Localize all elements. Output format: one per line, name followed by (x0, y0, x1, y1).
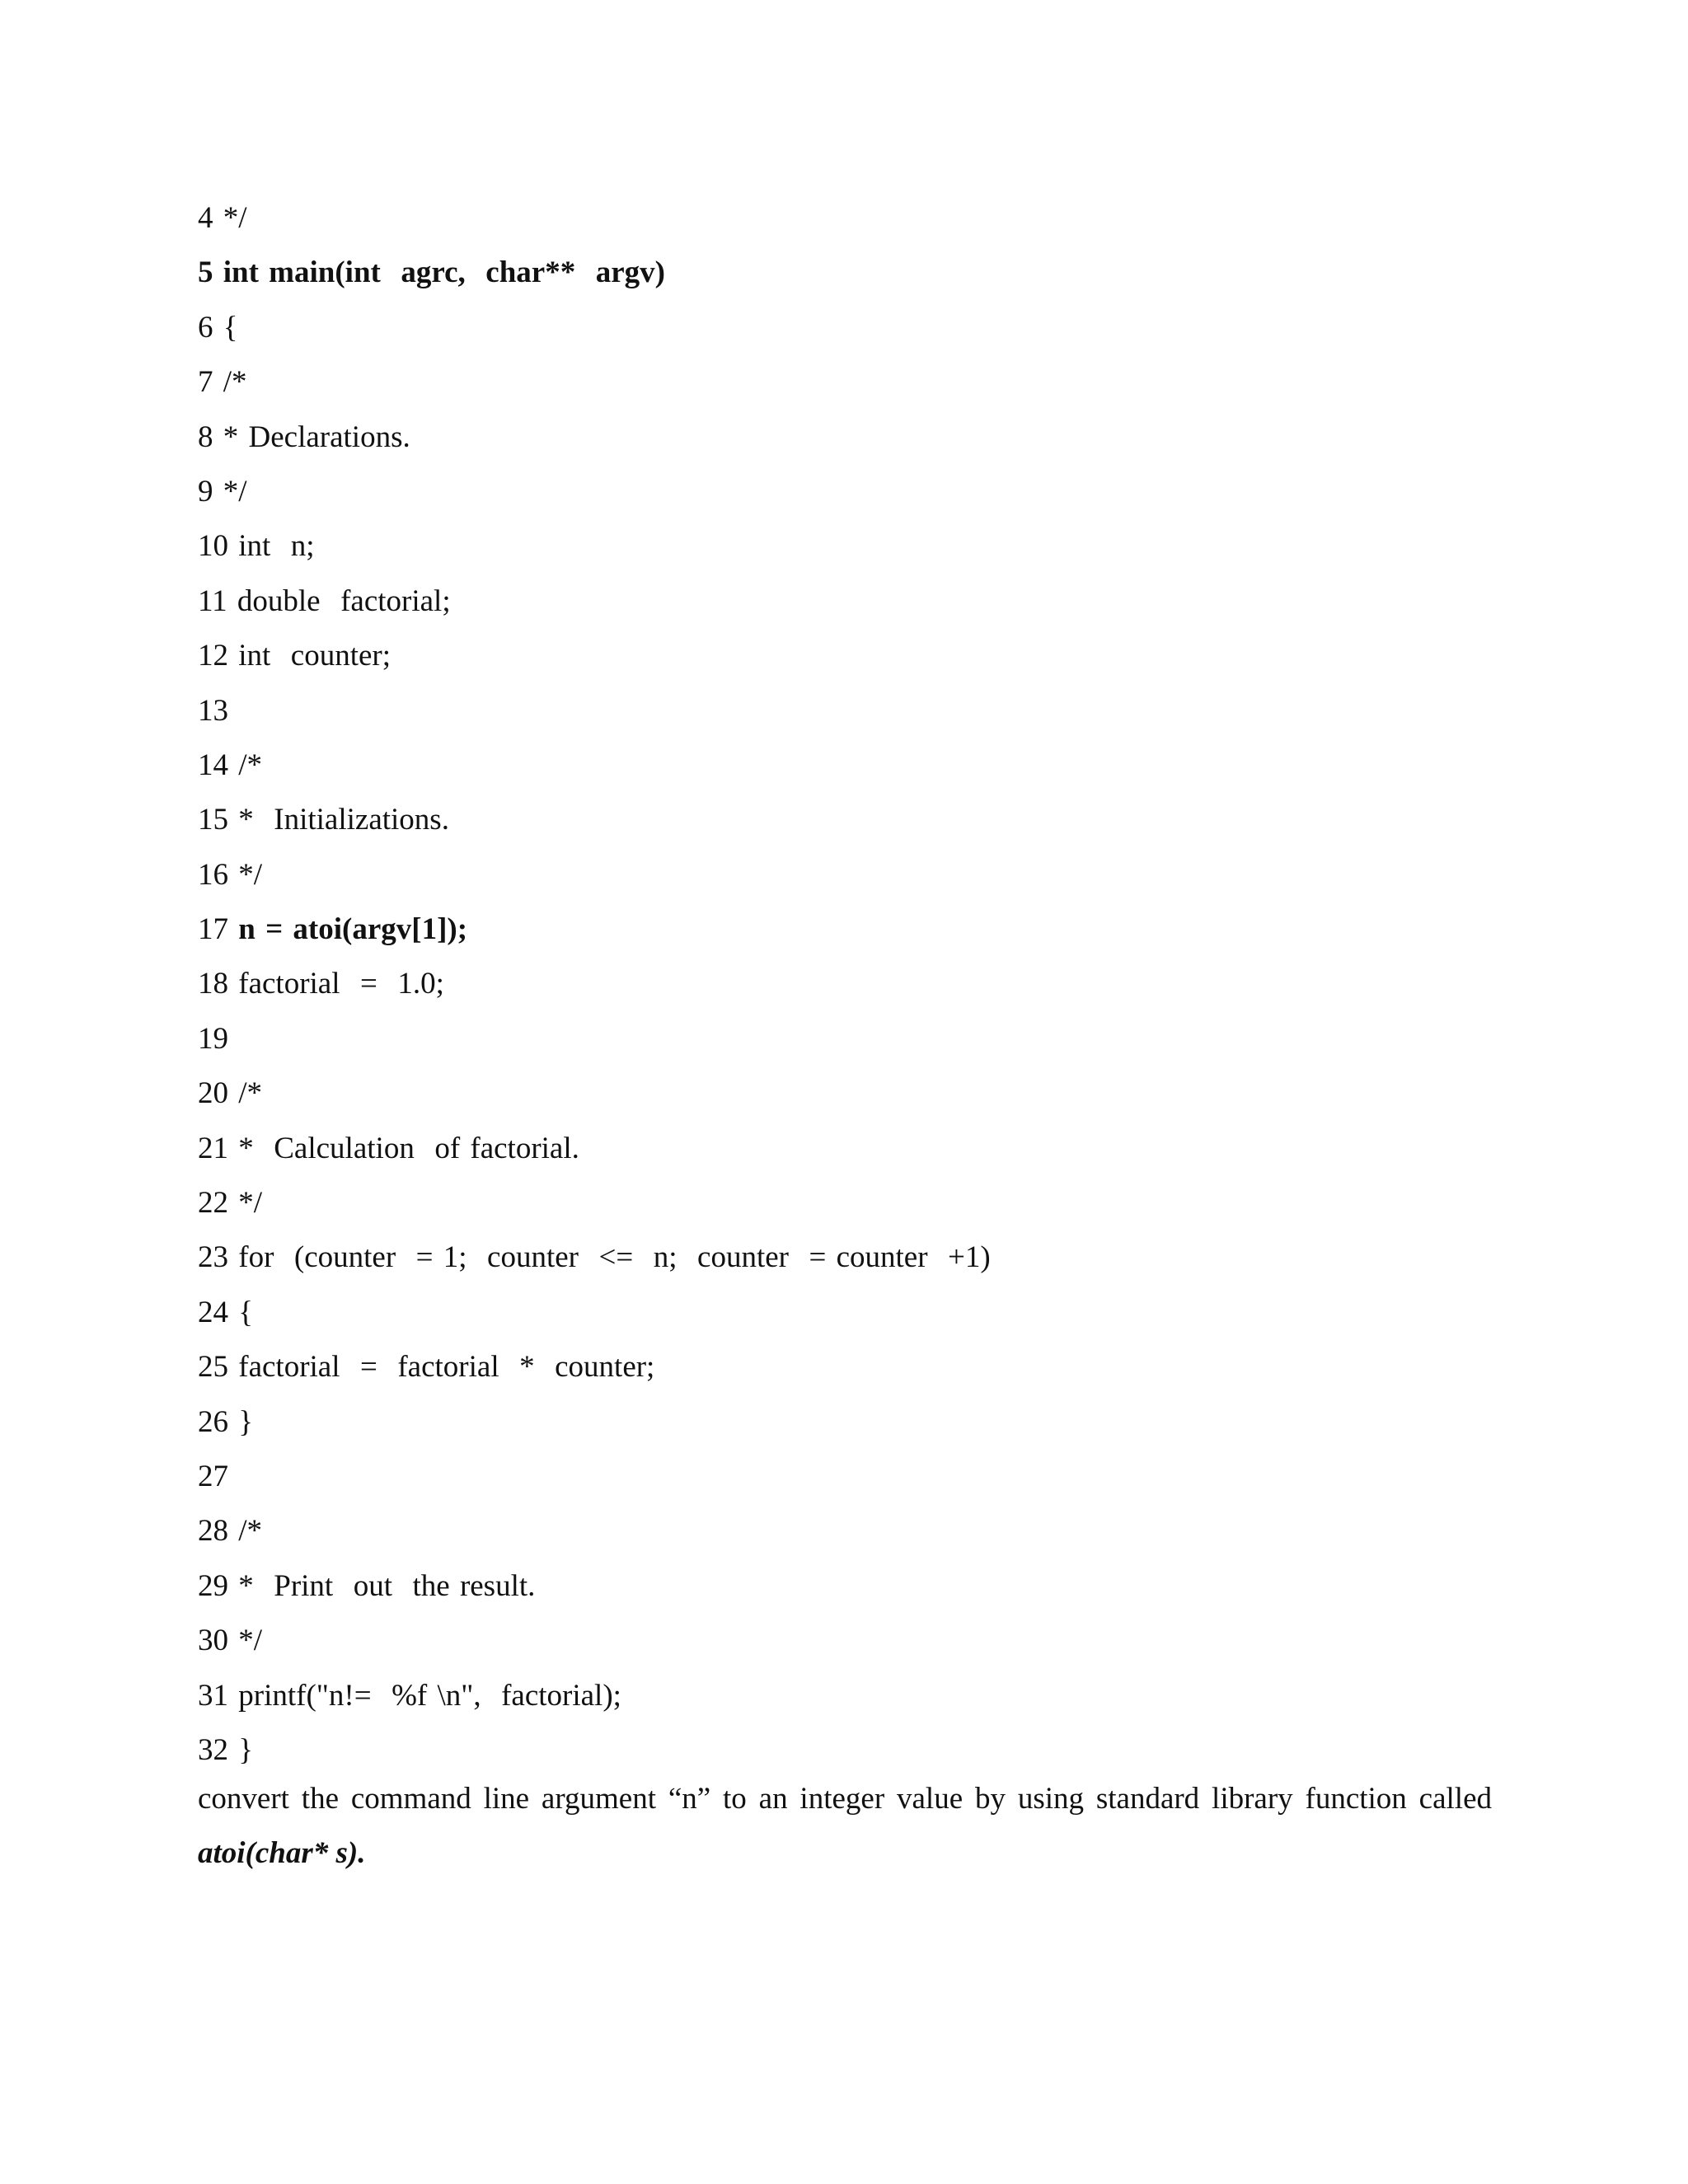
line-number: 22 (198, 1186, 228, 1221)
code-line-17 (198, 902, 1484, 957)
line-number: 27 (198, 1459, 228, 1493)
line-code: } (238, 1732, 254, 1767)
code-listing (198, 191, 1484, 1778)
code-line-4 (198, 191, 1484, 246)
code-line-9 (198, 465, 1484, 519)
line-code: */ (223, 474, 247, 509)
code-line-14 (198, 738, 1484, 793)
function-reference: atoi(char* s). (198, 1836, 366, 1870)
line-code: * Declarations. (223, 419, 410, 454)
line-code: */ (223, 201, 247, 235)
line-number: 26 (198, 1404, 228, 1439)
line-number: 7 (198, 365, 213, 400)
line-number: 20 (198, 1076, 228, 1111)
line-number: 17 (198, 912, 228, 947)
line-code: factorial = factorial * counter; (238, 1350, 655, 1385)
code-line-25 (198, 1340, 1484, 1394)
line-code: */ (238, 1624, 263, 1658)
code-line-31 (198, 1669, 1484, 1723)
code-line-22 (198, 1176, 1484, 1230)
code-line-19 (198, 1012, 1484, 1066)
line-number: 30 (198, 1624, 228, 1658)
code-line-26 (198, 1395, 1484, 1450)
line-code: /* (223, 365, 247, 400)
line-code: int n; (238, 529, 315, 564)
line-code: int main(int agrc, char** argv) (223, 255, 665, 290)
code-line-8 (198, 410, 1484, 465)
code-line-11 (198, 574, 1484, 629)
line-code: * Print out the result. (238, 1568, 536, 1603)
line-number: 18 (198, 967, 228, 1001)
line-number: 8 (198, 419, 213, 454)
line-number: 32 (198, 1732, 228, 1767)
line-number: 29 (198, 1568, 228, 1603)
explanation-paragraph: convert the command line argument “n” to an integer value by using standard library function called (198, 1782, 1492, 1816)
line-number: 16 (198, 857, 228, 892)
line-number: 13 (198, 693, 228, 728)
code-line-10 (198, 519, 1484, 574)
line-number: 5 (198, 255, 213, 290)
line-number: 15 (198, 803, 228, 837)
line-number: 23 (198, 1240, 228, 1275)
line-code: { (223, 310, 238, 344)
line-code: */ (238, 857, 263, 892)
code-line-21 (198, 1122, 1484, 1176)
line-number: 31 (198, 1678, 228, 1713)
line-code: } (238, 1404, 254, 1439)
code-line-16 (198, 848, 1484, 902)
line-code: * Calculation of factorial. (238, 1131, 579, 1165)
line-code: n = atoi(argv[1]); (238, 912, 468, 947)
line-number: 11 (198, 583, 227, 618)
code-line-32 (198, 1723, 1484, 1778)
code-line-7 (198, 355, 1484, 410)
line-code: factorial = 1.0; (238, 967, 444, 1001)
line-number: 28 (198, 1514, 228, 1549)
line-code: double factorial; (237, 583, 451, 618)
line-number: 14 (198, 748, 228, 782)
line-number: 6 (198, 310, 213, 344)
code-line-23 (198, 1230, 1484, 1285)
code-line-24 (198, 1286, 1484, 1340)
line-code: printf("n!= %f \n", factorial); (238, 1678, 621, 1713)
line-number: 9 (198, 474, 213, 509)
code-line-29 (198, 1559, 1484, 1614)
line-code: { (238, 1295, 254, 1329)
code-line-12 (198, 629, 1484, 683)
line-code: /* (238, 748, 263, 782)
line-code: int counter; (238, 639, 392, 673)
code-line-13 (198, 684, 1484, 738)
code-line-15 (198, 793, 1484, 847)
line-code: * Initializations. (238, 803, 449, 837)
code-line-5 (198, 246, 1484, 300)
code-line-28 (198, 1504, 1484, 1558)
code-line-6 (198, 301, 1484, 355)
code-line-20 (198, 1066, 1484, 1121)
line-number: 4 (198, 201, 213, 235)
line-code: for (counter = 1; counter <= n; counter = counter +1) (238, 1240, 991, 1275)
code-line-18 (198, 957, 1484, 1011)
code-line-27 (198, 1450, 1484, 1504)
line-number: 25 (198, 1350, 228, 1385)
line-number: 21 (198, 1131, 228, 1165)
line-number: 24 (198, 1295, 228, 1329)
line-code: /* (238, 1514, 263, 1549)
line-code: */ (238, 1186, 263, 1221)
line-number: 12 (198, 639, 228, 673)
line-code: /* (238, 1076, 263, 1111)
line-number: 19 (198, 1021, 228, 1056)
code-line-30 (198, 1614, 1484, 1668)
line-number: 10 (198, 529, 228, 564)
